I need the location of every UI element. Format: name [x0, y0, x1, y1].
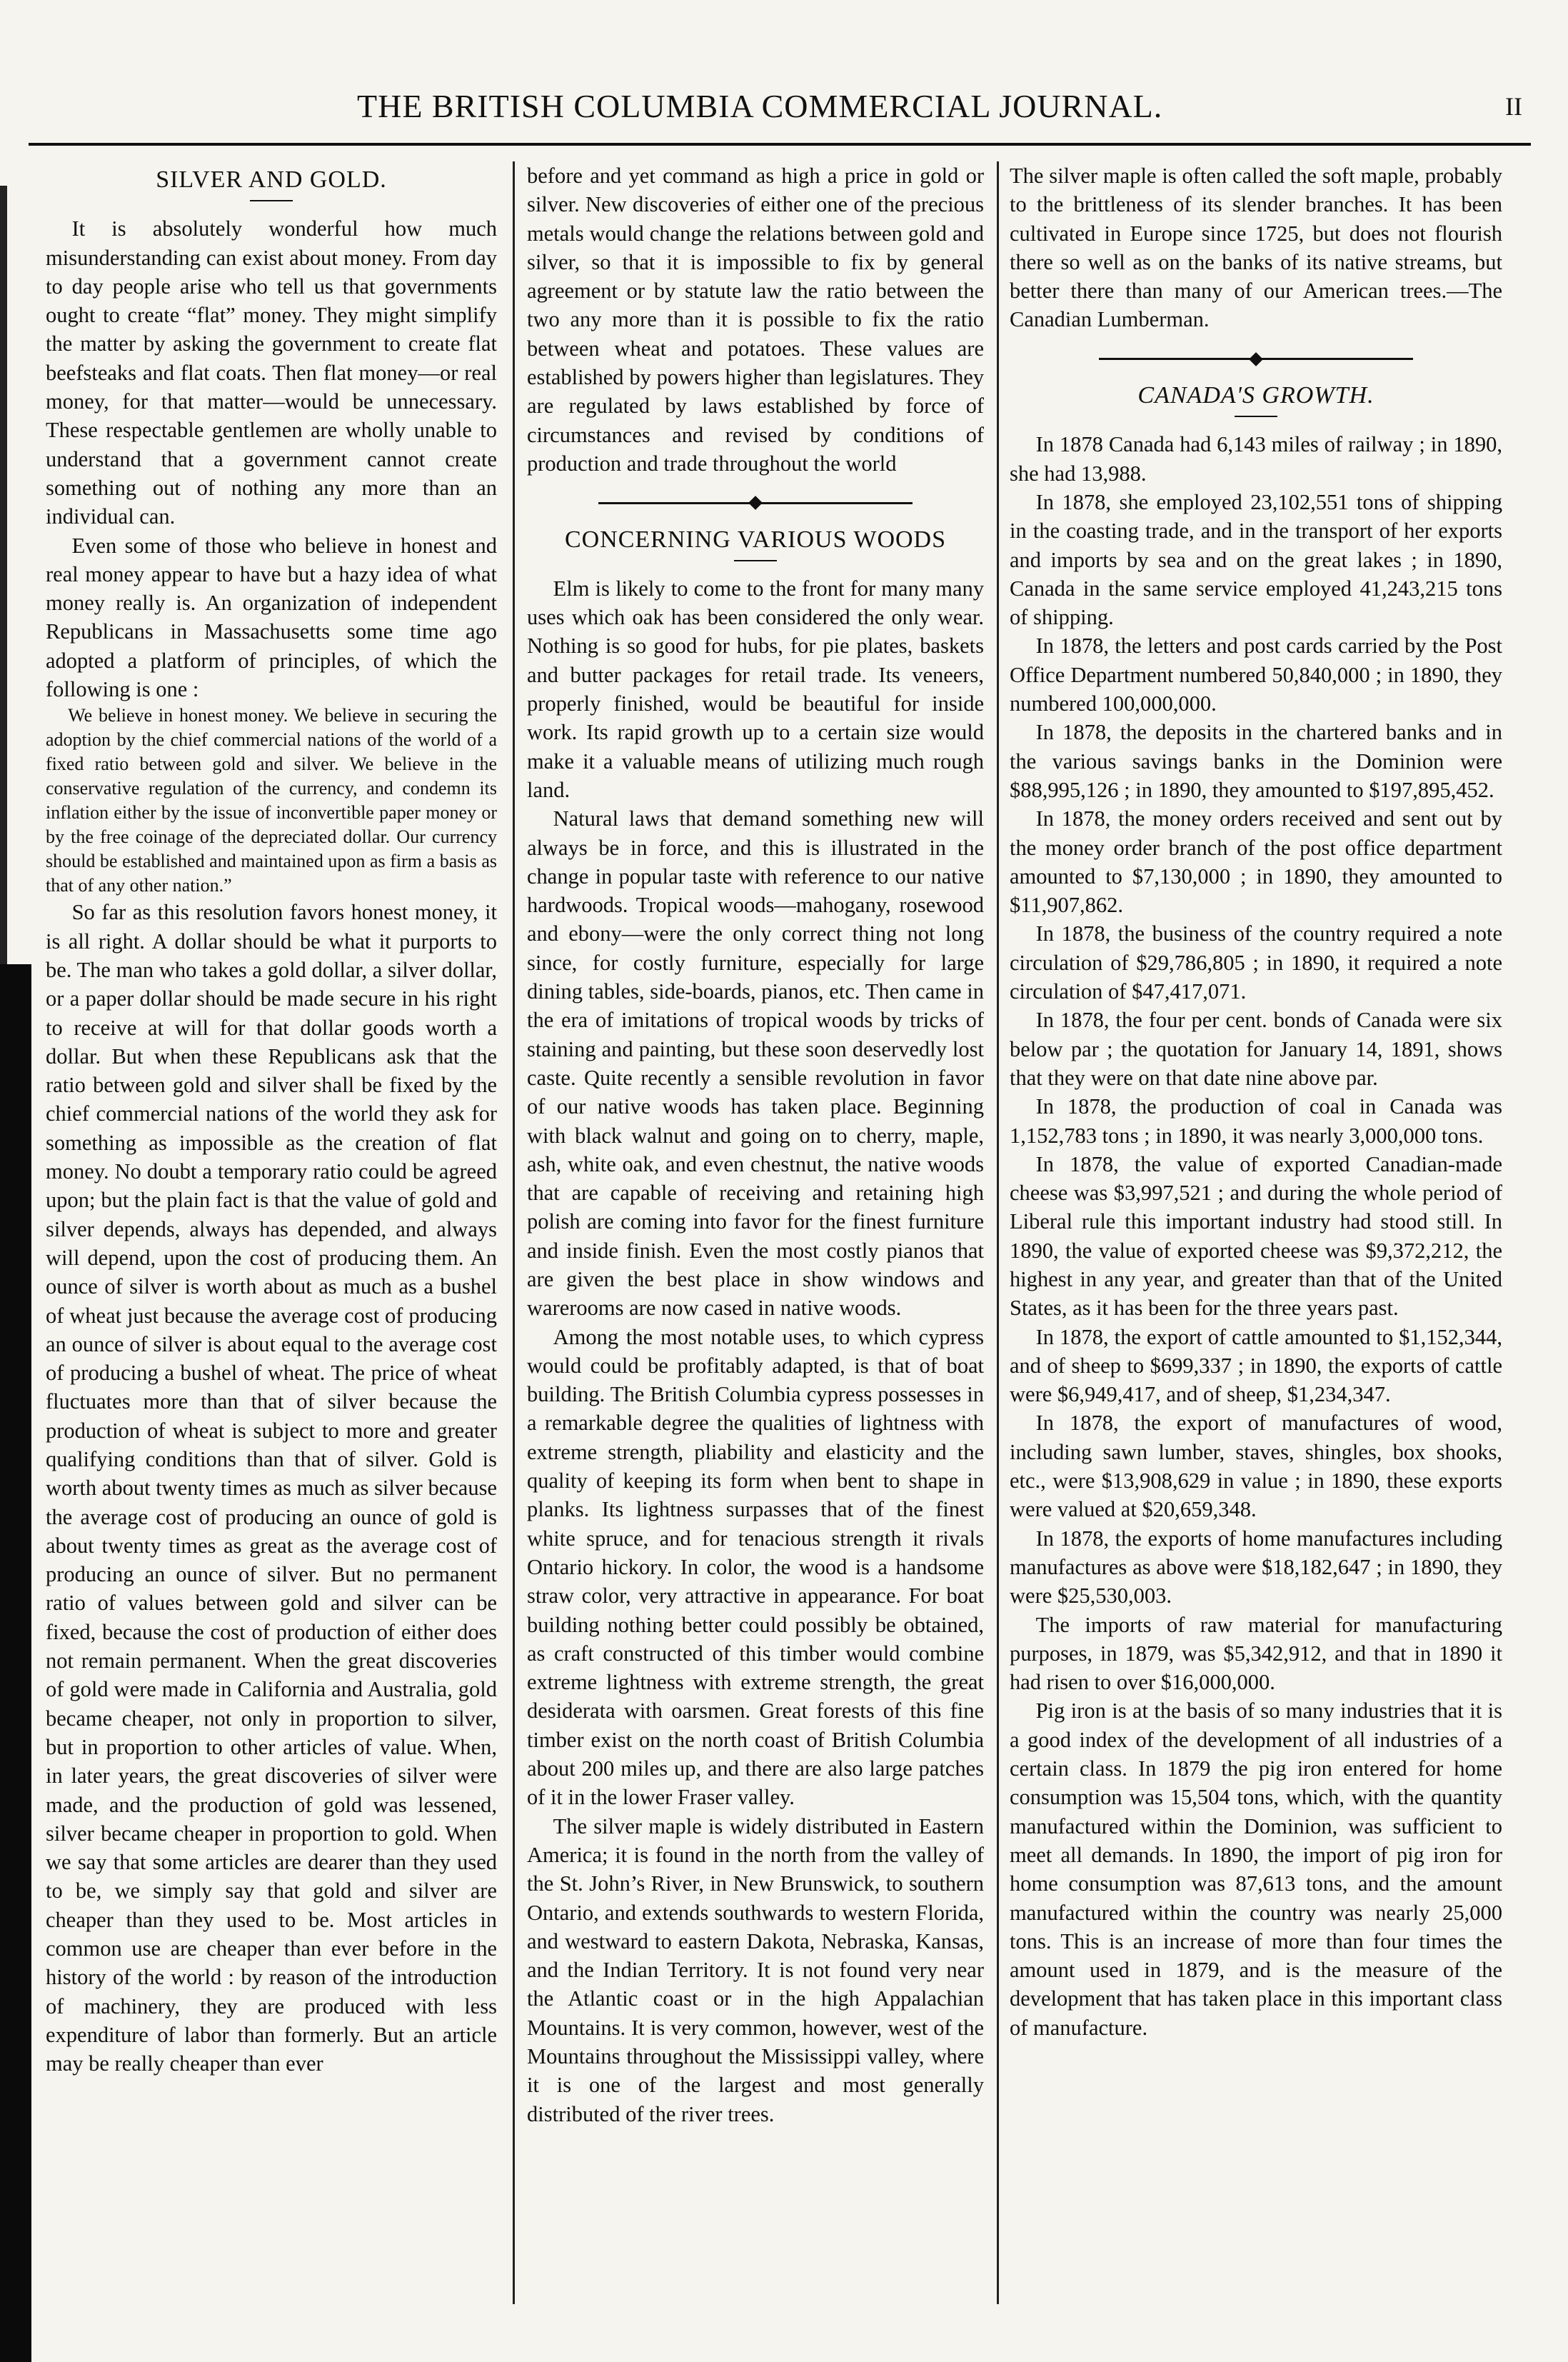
paragraph: In 1878, the four per cent. bonds of Canada were six below par ; the quotation for January 14, 1891, shows that they were on that date nine above par. [1010, 1008, 1502, 1090]
paragraph: In 1878, the money orders received and sent out by the money order branch of the post office department amounted to $7,130,000 ; in 1890, they amounted to $11,907,862. [1010, 806, 1502, 918]
paragraph: In 1878, the deposits in the chartered banks and in the various savings banks in the Dominion were $88,995,126 ; in 1890, they amounted to $197,895,452. [1010, 720, 1502, 802]
paragraph: In 1878, the letters and post cards carried by the Post Office Department numbered 50,840,000 ; in 1890, they numbered 100,000,000. [1010, 634, 1502, 716]
paragraph: In 1878, the exports of home manufactures including manufactures as above were $18,182,647 ; in 1890, they were $25,530,003. [1010, 1526, 1502, 1608]
paragraph: Pig iron is at the basis of so many industries that it is a good index of the development of all industries of a certain class. In 1879 the pig iron entered for home consumption was 15,504 tons, which, with the quantity manufactured within the Dominion, was sufficient to meet all demands. In 1890, the import of pig iron for home consumption was 87,613 tons, and the amount manufactured within the country was nearly 25,000 tons. This is an increase of more than four times the amount used in 1879, and is the measure of the development that has taken place in this important class of manufacture. [1010, 1698, 1502, 2040]
paragraph: In 1878, the value of exported Canadian-made cheese was $3,997,521 ; and during the whole period of Liberal rule this important industry had stood still. In 1890, the value of exported cheese was $9,372,212, the highest in any year, and greater than that of the United States, as it has been for the three years past. [1010, 1151, 1502, 1321]
journal-title: THE BRITISH COLUMBIA COMMERCIAL JOURNAL. [357, 88, 1163, 124]
column-silver-and-gold [46, 161, 497, 2326]
paragraph: It is absolutely wonderful how much misunderstanding can exist about money. From day to day people arise who tell us that governments ought to create “flat” money. They might simplify the matter by asking the government to create flat beefsteaks and flat coats. Then flat money—or real money, for that matter—would be unnecessary. These respectable gentlemen are wholly unable to understand that a government cannot create something out of nothing any more than an individual can. [46, 216, 497, 529]
paragraph: The silver maple is widely distributed in Eastern America; it is found in the north from the valley of the St. John’s River, in New Brunswick, to southern Ontario, and extends southwards to western Florida, and westward to eastern Dakota, Nebraska, Kansas, and the Indian Territory. It is not found very near the Atlantic coast or in the high Appalachian Mountains. It is very common, however, west of the Mountains throughout the Mississippi valley, where it is one of the largest and most generally distributed of the river trees. [527, 1813, 984, 2126]
article-title-silver-gold: SILVER AND GOLD. [156, 166, 387, 193]
title-rule [250, 200, 293, 201]
paragraph: In 1878, the export of manufactures of wood, including sawn lumber, staves, shingles, box shooks, etc., were $13,908,629 in value ; in 1890, these exports were valued at $20,659,348. [1010, 1411, 1502, 1522]
column-divider [513, 161, 515, 2304]
paragraph: In 1878, she employed 23,102,551 tons of shipping in the coasting trade, and in the transport of her exports and imports by sea and on the great lakes ; in 1890, Canada in the same service employed 41,243,215 tons of shipping. [1010, 489, 1502, 630]
paragraph: In 1878, the production of coal in Canada was 1,152,783 tons ; in 1890, it was nearly 3,000,000 tons. [1010, 1094, 1502, 1148]
paragraph: Even some of those who believe in honest and real money appear to have but a hazy idea of what money really is. An organization of independent Republicans in Massachusetts some time ago adopted a platform of principles, of which the following is one : [46, 533, 497, 702]
article-title-canadas-growth: CANADA'S GROWTH. [1137, 382, 1374, 409]
section-ornament [527, 486, 984, 515]
paragraph: In 1878, the business of the country required a note circulation of $29,786,805 ; in 1890, it required a note circulation of $47,417,071. [1010, 921, 1502, 1004]
article-title-woods: CONCERNING VARIOUS WOODS [564, 526, 947, 553]
paragraph: The silver maple is often called the soft maple, probably to the brittleness of its slender branches. It has been cultivated in Europe since 1725, but does not flourish there so well as on the banks of its native streams, but better there than many of our American trees.—The Canadian Lumberman. [1010, 164, 1502, 332]
header-rule [29, 143, 1531, 146]
paragraph: Elm is likely to come to the front for many many uses which oak has been considered the only wear. Nothing is so good for hubs, for pie plates, baskets and butter packages for retail trade. Its veneers, properly finished, would be beautiful for inside work. Its rapid growth up to a certain size would make it a valuable means of utilizing much rough land. [527, 576, 984, 802]
column-divider [997, 161, 999, 2304]
paragraph: In 1878 Canada had 6,143 miles of railway ; in 1890, she had 13,988. [1010, 432, 1502, 486]
paragraph: before and yet command as high a price in gold or silver. New discoveries of either one of the precious metals would change the relations between gold and silver, so that it is impossible to fix by general agreement or by statute law the ratio between the two any more than it is possible to fix the ratio between wheat and potatoes. These values are established by powers higher than legislatures. They are regulated by laws established by force of circumstances and revised by conditions of production and trade throughout the world [527, 164, 984, 476]
paragraph: The imports of raw material for manufacturing purposes, in 1879, was $5,342,912, and that in 1890 it had risen to over $16,000,000. [1010, 1612, 1502, 1695]
scan-edge-binding [0, 964, 31, 2362]
title-rule [1235, 416, 1277, 417]
section-ornament [1010, 343, 1502, 371]
paragraph: Among the most notable uses, to which cypress would could be profitably adapted, is that of boat building. The British Columbia cypress possesses in a remarkable degree the qualities of lightness with extreme strength, pliability and elasticity and the quality of keeping its form when bent to shape in planks. Its lightness surpasses that of the finest white spruce, and for tenacious strength it rivals Ontario hickory. In color, the wood is a handsome straw color, very attractive in appearance. For boat building nothing better could possibly be obtained, as craft constructed of this timber would combine extreme lightness with extreme strength, the great desiderata with oarsmen. Great forests of this fine timber exist on the north coast of British Columbia about 200 miles up, and there are also large patches of it in the lower Fraser valley. [527, 1324, 984, 1810]
column-woods [527, 161, 984, 2326]
scan-edge-shadow [0, 186, 7, 964]
page-header [0, 80, 1568, 137]
column-canadas-growth [1010, 161, 1502, 2326]
title-rule [734, 560, 777, 561]
paragraph: So far as this resolution favors honest money, it is all right. A dollar should be what it purports to be. The man who takes a gold dollar, a silver dollar, or a paper dollar should be made secure in his right to receive at will for that dollar goods worth a dollar. But when these Republicans ask that the ratio between gold and silver shall be fixed by the chief commercial nations of the world they ask for something as impossible as the creation of flat money. No doubt a temporary ratio could be agreed upon; but the plain fact is that the value of gold and silver depends, always has depended, and always will depend, upon the cost of producing them. An ounce of silver is worth about as much as a bushel of wheat just because the average cost of producing an ounce of silver is about equal to the average cost of producing a bushel of wheat. The price of wheat fluctuates more than that of silver because the production of wheat is subject to more and greater qualifying conditions than that of silver. Gold is worth about twenty times as much as silver because the average cost of producing an ounce of gold is about twenty times as great as the average cost of producing an ounce of silver. But no permanent ratio of values between gold and silver can be fixed, because the cost of production of either does not remain permanent. When the great discoveries of gold were made in California and Australia, gold became cheaper, not only in proportion to silver, but in proportion to other articles of value. When, in later years, the great discoveries of silver were made, and the production of gold was lessened, silver became cheaper in proportion to gold. When we say that some articles are dearer than they used to be, we simply say that gold and silver are cheaper than they used to be. Most articles in common use are cheaper than ever before in the history of the world : by reason of the introduction of machinery, they are produced with less expenditure of labor than formerly. But an article may be really cheaper than ever [46, 900, 497, 2076]
page-number: II [1505, 92, 1522, 121]
paragraph: In 1878, the export of cattle amounted to $1,152,344, and of sheep to $699,337 ; in 1890, the exports of cattle were $6,949,417, and of sheep, $1,234,347. [1010, 1324, 1502, 1407]
paragraph: Natural laws that demand something new will always be in force, and this is illustrated in the change in popular taste with reference to our native hardwoods. Tropical woods—mahogany, rosewood and ebony—were the only correct thing not long since, for costly furniture, especially for large dining tables, side-boards, pianos, etc. Then came in the era of imitations of tropical woods by tricks of staining and painting, but these soon deservedly lost caste. Quite recently a sensible revolution in favor of our native woods has taken place. Beginning with black walnut and going on to cherry, maple, ash, white oak, and even chestnut, the native woods that are capable of receiving and retaining high polish are coming into favor for the finest furniture and inside finish. Even the most costly pianos that are given the best place in show windows and warerooms are now cased in native woods. [527, 806, 984, 1321]
quoted-resolution: We believe in honest money. We believe in securing the adoption by the chief commercial nations of the world of a fixed ratio between gold and silver. We believe in the conservative regulation of the currency, and condemn its inflation either by the issue of inconvertible paper money or by the free coinage of the depreciated dollar. Our currency should be established and maintained upon as firm a basis as that of any other nation.” [46, 705, 497, 896]
